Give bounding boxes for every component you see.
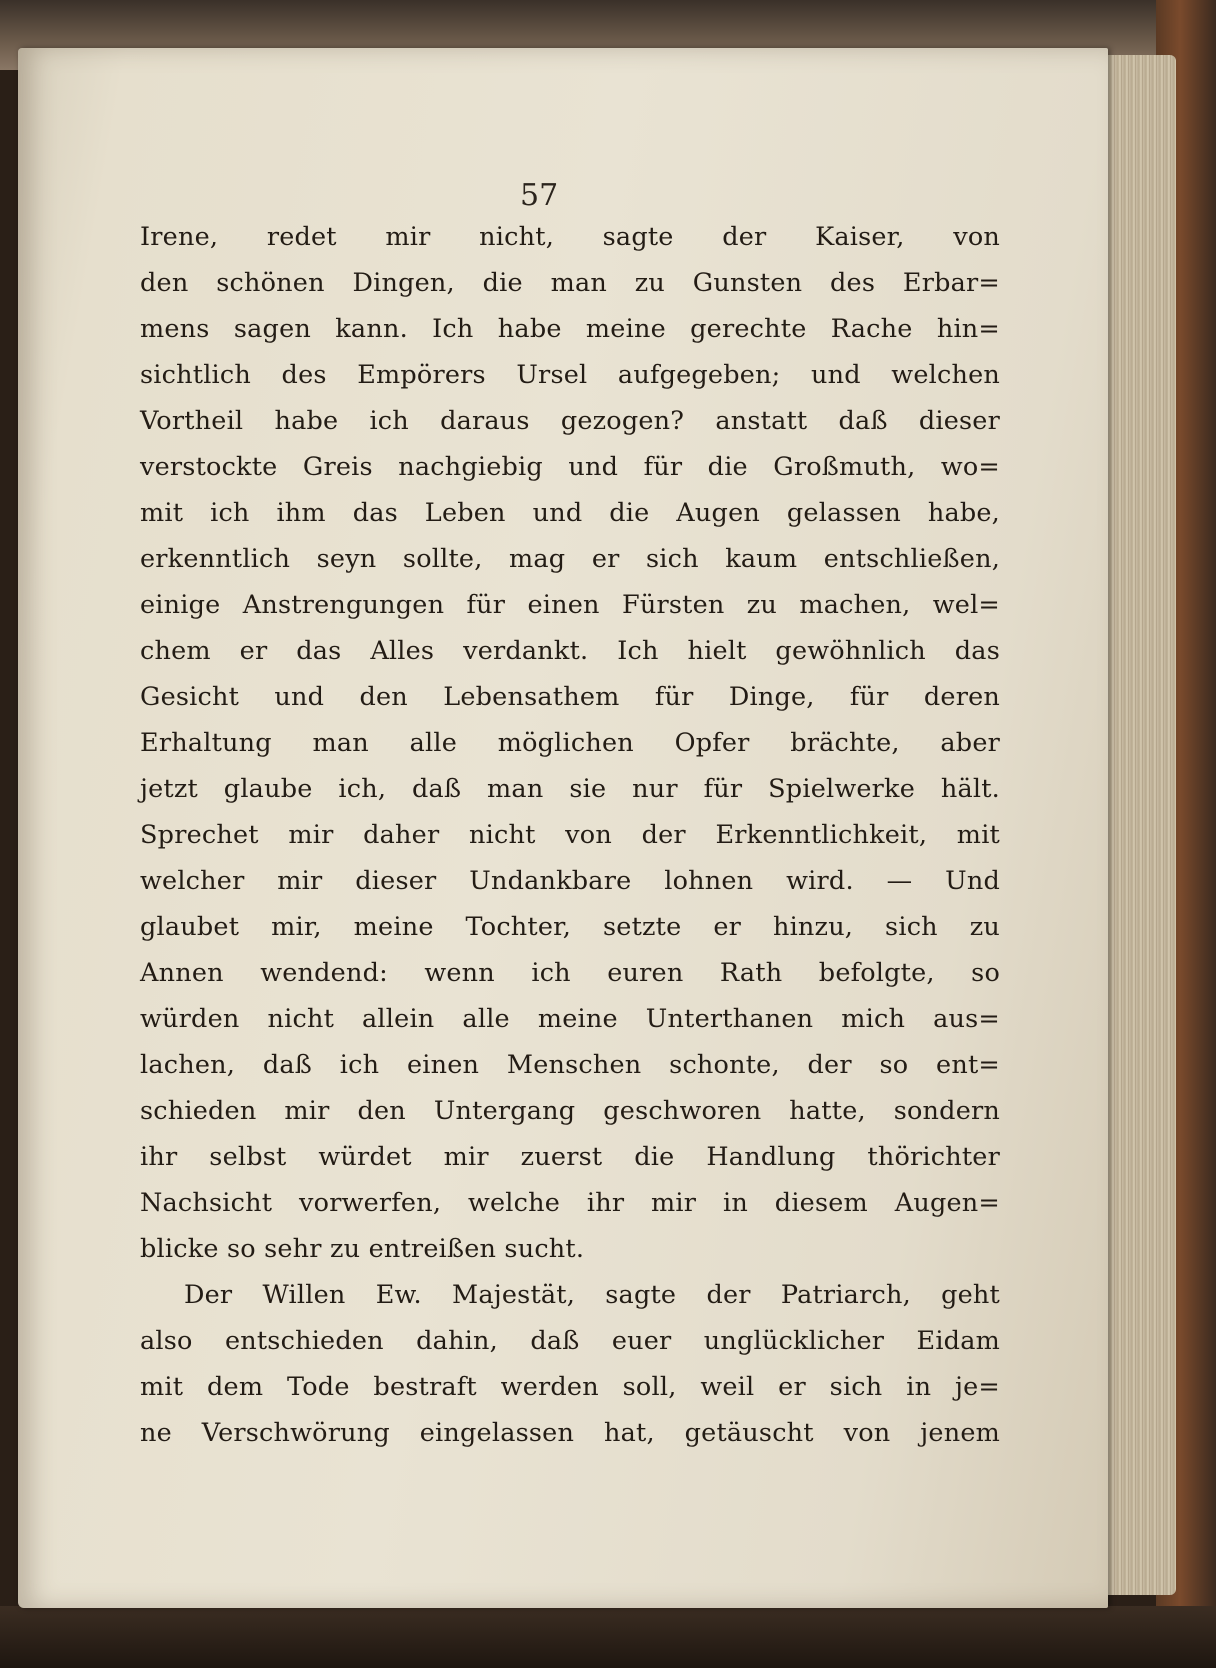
body-text: [140, 214, 1000, 1456]
text-line: erkenntlich seyn sollte, mag er sich kaum entschließen,: [140, 544, 1000, 574]
text-line: ihr selbst würdet mir zuerst die Handlung thörichter: [140, 1142, 1000, 1172]
text-line: den schönen Dingen, die man zu Gunsten des Erbar=: [140, 268, 1000, 298]
text-line: glaubet mir, meine Tochter, setzte er hinzu, sich zu: [140, 912, 1000, 942]
text-line: chem er das Alles verdankt. Ich hielt gewöhnlich das: [140, 636, 1000, 666]
text-line: welcher mir dieser Undankbare lohnen wird. — Und: [140, 866, 1000, 896]
text-line: Der Willen Ew. Majestät, sagte der Patriarch, geht: [184, 1280, 1000, 1310]
text-line: ne Verschwörung eingelassen hat, getäuscht von jenem: [140, 1418, 1000, 1448]
text-line: Nachsicht vorwerfen, welche ihr mir in diesem Augen=: [140, 1188, 1000, 1218]
page-number: 57: [520, 178, 559, 213]
text-line: verstockte Greis nachgiebig und für die Großmuth, wo=: [140, 452, 1000, 482]
book-cover-bottom: [0, 1606, 1216, 1668]
text-line: lachen, daß ich einen Menschen schonte, der so ent=: [140, 1050, 1000, 1080]
text-line: sichtlich des Empörers Ursel aufgegeben; und welchen: [140, 360, 1000, 390]
text-line: blicke so sehr zu entreißen sucht.: [140, 1234, 585, 1264]
text-line: mens sagen kann. Ich habe meine gerechte Rache hin=: [140, 314, 1000, 344]
text-line: also entschieden dahin, daß euer unglücklicher Eidam: [140, 1326, 1000, 1356]
text-line: schieden mir den Untergang geschworen hatte, sondern: [140, 1096, 1000, 1126]
text-line: Irene, redet mir nicht, sagte der Kaiser, von: [140, 222, 1000, 252]
text-line: Vortheil habe ich daraus gezogen? anstatt daß dieser: [140, 406, 1000, 436]
text-line: einige Anstrengungen für einen Fürsten zu machen, wel=: [140, 590, 1000, 620]
text-line: mit dem Tode bestraft werden soll, weil er sich in je=: [140, 1372, 1000, 1402]
text-line: Gesicht und den Lebensathem für Dinge, für deren: [140, 682, 1000, 712]
text-line: Annen wendend: wenn ich euren Rath befolgte, so: [140, 958, 1000, 988]
text-line: Erhaltung man alle möglichen Opfer brächte, aber: [140, 728, 1000, 758]
text-line: Sprechet mir daher nicht von der Erkenntlichkeit, mit: [140, 820, 1000, 850]
text-line: mit ich ihm das Leben und die Augen gelassen habe,: [140, 498, 1000, 528]
text-line: würden nicht allein alle meine Unterthanen mich aus=: [140, 1004, 1000, 1034]
text-line: jetzt glaube ich, daß man sie nur für Spielwerke hält.: [140, 774, 1000, 804]
